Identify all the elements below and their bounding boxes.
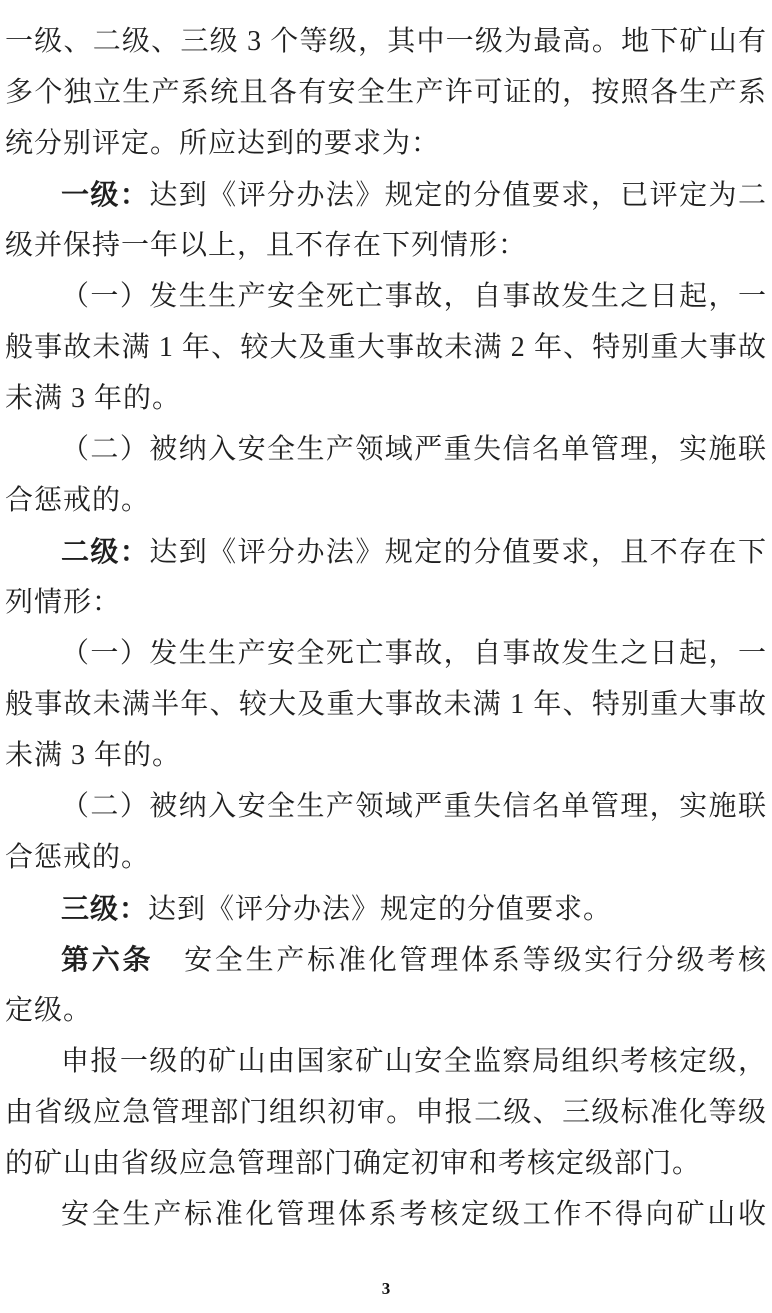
text-line <box>5 934 767 985</box>
text-line: （一）发生生产安全死亡事故，自事故发生之日起，一 <box>61 281 767 312</box>
bold-lead: 三级： <box>61 893 149 924</box>
text-line: 统分别评定。所应达到的要求为： <box>5 128 441 159</box>
text-line: 多个独立生产系统且各有安全生产许可证的，按照各生产系 <box>5 77 767 108</box>
text-line: （二）被纳入安全生产领域严重失信名单管理，实施联 <box>61 434 767 465</box>
text-line: 合惩戒的。 <box>5 485 151 516</box>
text-line: 由省级应急管理部门组织初审。申报二级、三级标准化等级 <box>5 1097 767 1128</box>
line-text: 达到《评分办法》规定的分值要求，且不存在下 <box>149 537 767 568</box>
document-body <box>5 16 767 1240</box>
text-line: 合惩戒的。 <box>5 842 151 873</box>
text-line: 安全生产标准化管理体系考核定级工作不得向矿山收 <box>61 1199 767 1230</box>
text-line: （二）被纳入安全生产领域严重失信名单管理，实施联 <box>61 791 767 822</box>
text-line <box>5 169 767 220</box>
line-text: 安全生产标准化管理体系等级实行分级考核 <box>153 945 767 976</box>
text-line: 级并保持一年以上，且不存在下列情形： <box>5 230 528 261</box>
text-line: 一级、二级、三级 3 个等级，其中一级为最高。地下矿山有 <box>5 26 767 57</box>
text-line: 列情形： <box>5 587 122 618</box>
text-line: 申报一级的矿山由国家矿山安全监察局组织考核定级， <box>61 1046 767 1077</box>
text-line: 般事故未满半年、较大及重大事故未满 1 年、特别重大事故 <box>5 689 767 720</box>
text-line: （一）发生生产安全死亡事故，自事故发生之日起，一 <box>61 638 767 669</box>
text-line <box>5 883 767 934</box>
line-text: 达到《评分办法》规定的分值要求，已评定为二 <box>149 180 767 211</box>
text-line: 未满 3 年的。 <box>5 383 182 414</box>
bold-lead: 第六条 <box>61 944 154 975</box>
line-text: 达到《评分办法》规定的分值要求。 <box>148 894 613 925</box>
bold-lead: 一级： <box>61 179 150 210</box>
text-line: 的矿山由省级应急管理部门确定初审和考核定级部门。 <box>5 1148 702 1179</box>
text-line: 般事故未满 1 年、较大及重大事故未满 2 年、特别重大事故 <box>5 332 767 363</box>
bold-lead: 二级： <box>61 536 150 567</box>
text-line: 定级。 <box>5 995 93 1026</box>
text-line: 未满 3 年的。 <box>5 740 182 771</box>
text-line <box>5 526 767 577</box>
page-number: 3 <box>381 1279 391 1298</box>
